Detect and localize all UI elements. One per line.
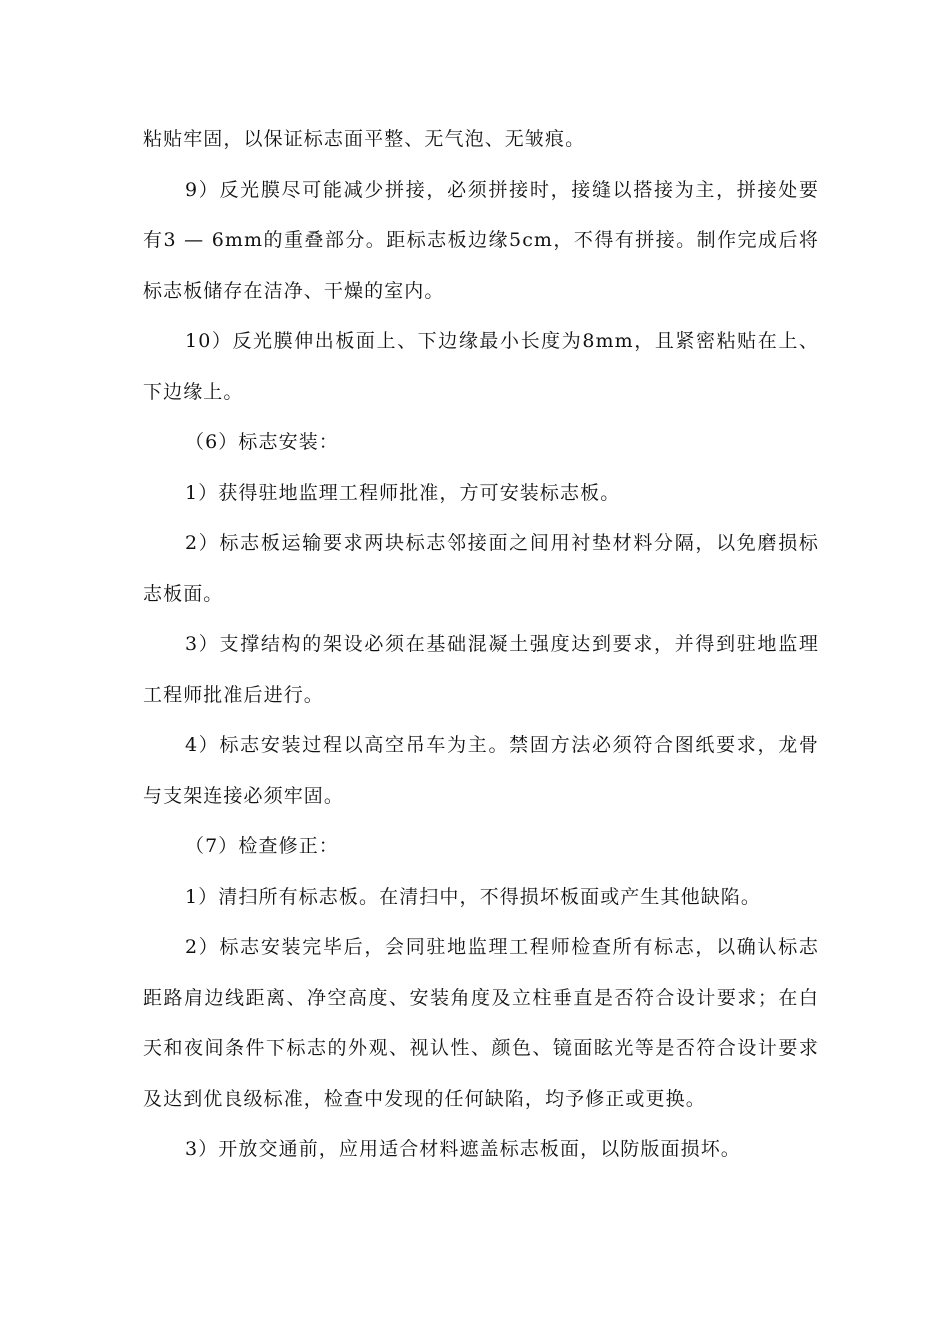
paragraph-inspect-2: 2）标志安装完毕后，会同驻地监理工程师检查所有标志，以确认标志距路肩边线距离、净空高度、安装角度及立柱垂直是否符合设计要求；在白天和夜间条件下标志的外观、视认性、颜色、镜面眩光等是否符合设计要求及达到优良级标准，检查中发现的任何缺陷，均予修正或更换。 bbox=[143, 936, 819, 1110]
section-heading-sign-installation: （6）标志安装： bbox=[185, 431, 339, 453]
paragraph-install-4: 4）标志安装过程以高空吊车为主。禁固方法必须符合图纸要求，龙骨与支架连接必须牢固。 bbox=[143, 734, 819, 807]
paragraph-continuation: 粘贴牢固，以保证标志面平整、无气泡、无皱痕。 bbox=[143, 128, 586, 150]
paragraph-inspect-3: 3）开放交通前，应用适合材料遮盖标志板面，以防版面损坏。 bbox=[185, 1138, 741, 1160]
paragraph-install-3: 3）支撑结构的架设必须在基础混凝土强度达到要求，并得到驻地监理工程师批准后进行。 bbox=[143, 633, 819, 706]
document-body bbox=[143, 114, 819, 1175]
paragraph-install-1: 1）获得驻地监理工程师批准，方可安装标志板。 bbox=[185, 481, 621, 504]
paragraph-item-10: 10）反光膜伸出板面上、下边缘最小长度为8mm，且紧密粘贴在上、下边缘上。 bbox=[143, 330, 819, 403]
paragraph-install-2: 2）标志板运输要求两块标志邻接面之间用衬垫材料分隔，以免磨损标志板面。 bbox=[143, 532, 819, 605]
paragraph-inspect-1: 1）清扫所有标志板。在清扫中，不得损坏板面或产生其他缺陷。 bbox=[185, 885, 761, 908]
section-heading-inspection: （7）检查修正： bbox=[185, 835, 339, 857]
paragraph-item-9: 9）反光膜尽可能减少拼接，必须拼接时，接缝以搭接为主，拼接处要有3 — 6mm的重叠部分。距标志板边缘5cm，不得有拼接。制作完成后将标志板储存在洁净、干燥的室内。 bbox=[143, 178, 819, 302]
